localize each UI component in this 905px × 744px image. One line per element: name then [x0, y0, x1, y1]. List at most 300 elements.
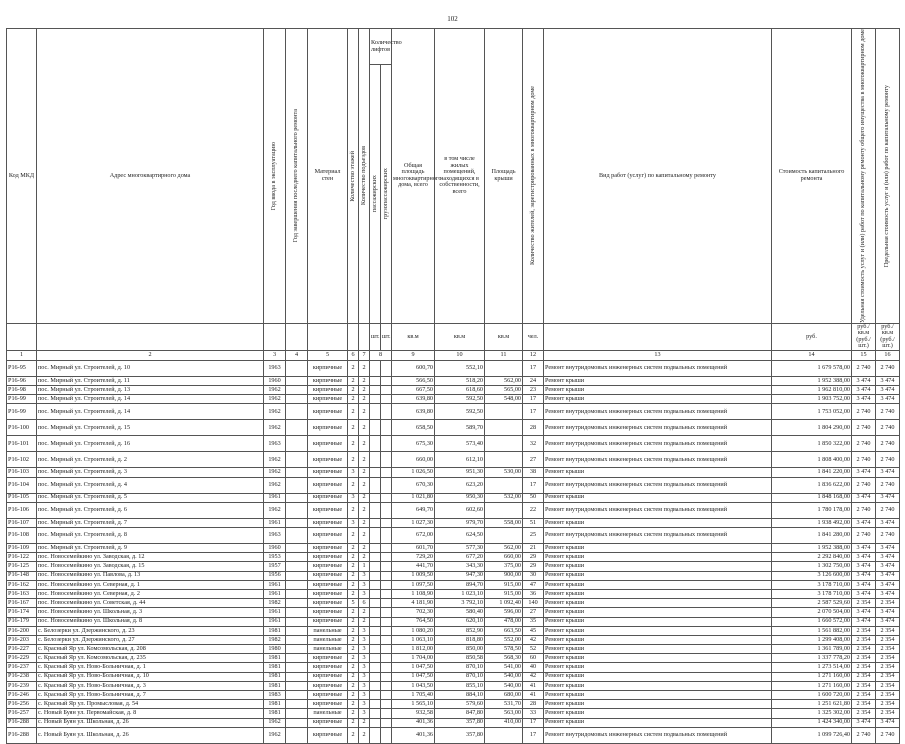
cell-residents: 41 [523, 691, 544, 700]
cell-residential-area: 852,90 [435, 626, 485, 635]
table-row [7, 599, 900, 608]
cell-elevators-pass [370, 645, 381, 654]
cell-year: 1963 [264, 360, 286, 376]
cell-address: с. Красный Яр ул. Промысловая, д. 54 [37, 700, 264, 709]
cell-code: Р16-162 [7, 580, 37, 589]
cell-residential-area: 573,40 [435, 436, 485, 452]
cell-year: 1962 [264, 404, 286, 420]
cell-residents: 17 [523, 360, 544, 376]
cell-residents: 51 [523, 518, 544, 527]
cell-max-cost: 3 474 [876, 553, 900, 562]
unit-people: чел. [523, 323, 544, 350]
cell-code: Р16-125 [7, 562, 37, 571]
cell-code: Р16-96 [7, 376, 37, 385]
cell-floors: 2 [348, 681, 359, 690]
cell-entrances: 2 [359, 518, 370, 527]
cell-max-cost: 2 354 [876, 645, 900, 654]
cell-residential-area: 577,30 [435, 544, 485, 553]
cell-total-area: 1 705,40 [392, 691, 435, 700]
cell-code: Р16-103 [7, 468, 37, 477]
cell-max-cost: 2 354 [876, 599, 900, 608]
cell-total-area: 932,58 [392, 709, 435, 718]
cell-year: 1962 [264, 420, 286, 436]
cell-address: пос. Новосемейкино ул. Заводская, д. 12 [37, 553, 264, 562]
cell-roof-area [485, 436, 523, 452]
column-number: 9 [392, 350, 435, 360]
cell-unit-cost: 3 474 [852, 617, 876, 626]
cell-year-repair [286, 436, 308, 452]
cell-elevators-cargo [381, 360, 392, 376]
cell-code: Р16-100 [7, 420, 37, 436]
cell-code: Р16-179 [7, 617, 37, 626]
cell-code: Р16-99 [7, 404, 37, 420]
cell-roof-area: 663,50 [485, 626, 523, 635]
cell-cost: 1 780 178,00 [772, 502, 852, 518]
cell-cost: 1 679 578,00 [772, 360, 852, 376]
cell-floors: 2 [348, 663, 359, 672]
cell-elevators-cargo [381, 468, 392, 477]
cell-unit-cost: 2 740 [852, 727, 876, 743]
cell-year: 1961 [264, 589, 286, 598]
cell-cost: 1 424 340,00 [772, 718, 852, 727]
cell-address: с. Красный Яр ул. Ново-Больничная, д. 10 [37, 672, 264, 681]
cell-address: с. Красный Яр ул. Ново-Больничная, д. 3 [37, 681, 264, 690]
cell-max-cost: 3 474 [876, 571, 900, 580]
unit-rub-m2-a: руб./кв.м (руб./шт.) [852, 323, 876, 350]
cell-work: Ремонт крыши [544, 468, 772, 477]
cell-total-area: 1 047,50 [392, 672, 435, 681]
cell-work: Ремонт крыши [544, 672, 772, 681]
cell-address: пос. Новосемейкино ул. Школьная, д. 3 [37, 608, 264, 617]
cell-residents: 30 [523, 571, 544, 580]
column-number: 13 [544, 350, 772, 360]
cell-cost: 1 271 160,00 [772, 681, 852, 690]
cell-year: 1961 [264, 580, 286, 589]
cell-total-area: 658,50 [392, 420, 435, 436]
cell-total-area: 1 565,10 [392, 700, 435, 709]
cell-roof-area: 568,30 [485, 654, 523, 663]
cell-work: Ремонт крыши [544, 376, 772, 385]
cell-year-repair [286, 727, 308, 743]
cell-year-repair [286, 681, 308, 690]
cell-work: Ремонт крыши [544, 709, 772, 718]
cell-roof-area: 558,00 [485, 518, 523, 527]
cell-residents: 50 [523, 493, 544, 502]
cell-address: пос. Новосемейкино ул. Северная, д. 2 [37, 589, 264, 598]
cell-work: Ремонт внутридомовых инженерных систем подвальных помещений [544, 436, 772, 452]
cell-total-area: 1 097,50 [392, 580, 435, 589]
cell-residential-area: 612,10 [435, 452, 485, 468]
cell-entrances: 2 [359, 528, 370, 544]
cell-unit-cost: 3 474 [852, 562, 876, 571]
cell-work: Ремонт крыши [544, 718, 772, 727]
cell-residential-area: 623,20 [435, 477, 485, 493]
cell-entrances: 2 [359, 452, 370, 468]
cell-floors: 2 [348, 404, 359, 420]
cell-residential-area: 357,80 [435, 718, 485, 727]
cell-cost: 1 952 388,00 [772, 544, 852, 553]
cell-entrances: 2 [359, 544, 370, 553]
cell-total-area: 1 080,20 [392, 626, 435, 635]
cell-cost: 1 938 492,00 [772, 518, 852, 527]
cell-residential-area: 618,60 [435, 386, 485, 395]
cell-year: 1981 [264, 700, 286, 709]
cell-total-area: 729,20 [392, 553, 435, 562]
cell-work: Ремонт крыши [544, 654, 772, 663]
cell-elevators-pass [370, 376, 381, 385]
cell-unit-cost: 2 354 [852, 709, 876, 718]
column-number: 8 [370, 350, 392, 360]
cell-residents: 27 [523, 608, 544, 617]
cell-material: кирпичные [308, 681, 348, 690]
cell-address: с. Красный Яр ул. Комсомольская, д. 208 [37, 645, 264, 654]
cell-material: панельные [308, 709, 348, 718]
cell-total-area: 1 009,50 [392, 571, 435, 580]
cell-entrances: 2 [359, 718, 370, 727]
cell-elevators-pass [370, 386, 381, 395]
cell-residents: 140 [523, 599, 544, 608]
cell-residential-area: 579,60 [435, 700, 485, 709]
cell-max-cost: 3 474 [876, 589, 900, 598]
header-cost: Стоимость капитального ремонта [772, 29, 852, 324]
cell-cost: 1 600 720,00 [772, 691, 852, 700]
cell-max-cost: 3 474 [876, 608, 900, 617]
cell-elevators-pass [370, 691, 381, 700]
cell-year: 1962 [264, 452, 286, 468]
cell-roof-area: 552,00 [485, 635, 523, 644]
cell-year-repair [286, 691, 308, 700]
cell-unit-cost: 3 474 [852, 580, 876, 589]
cell-material: кирпичные [308, 386, 348, 395]
cell-entrances: 3 [359, 589, 370, 598]
cell-entrances: 2 [359, 493, 370, 502]
cell-max-cost: 2 354 [876, 663, 900, 672]
cell-address: пос. Новосемейкино ул. Павлова, д. 13 [37, 571, 264, 580]
cell-year: 1957 [264, 562, 286, 571]
cell-max-cost: 3 474 [876, 518, 900, 527]
cell-floors: 2 [348, 395, 359, 404]
cell-material: кирпичные [308, 518, 348, 527]
cell-elevators-cargo [381, 691, 392, 700]
column-number: 2 [37, 350, 264, 360]
cell-cost: 1 804 290,00 [772, 420, 852, 436]
table-row [7, 553, 900, 562]
cell-elevators-cargo [381, 553, 392, 562]
cell-address: с. Красный Яр ул. Комсомольская, д. 235 [37, 654, 264, 663]
cell-total-area: 1 812,00 [392, 645, 435, 654]
header-works: Вид работ (услуг) по капитальному ремонту [544, 29, 772, 324]
cell-elevators-pass [370, 571, 381, 580]
cell-unit-cost: 2 354 [852, 626, 876, 635]
cell-year-repair [286, 360, 308, 376]
cell-material: кирпичные [308, 528, 348, 544]
cell-cost: 3 178 710,00 [772, 589, 852, 598]
cell-residents: 17 [523, 477, 544, 493]
cell-code: Р16-200 [7, 626, 37, 635]
cell-residents: 27 [523, 452, 544, 468]
column-number: 16 [876, 350, 900, 360]
cell-max-cost: 2 354 [876, 681, 900, 690]
cell-material: кирпичные [308, 452, 348, 468]
cell-residential-area: 3 792,10 [435, 599, 485, 608]
cell-address: пос. Новосемейкино ул. Школьная, д. 8 [37, 617, 264, 626]
table-row [7, 493, 900, 502]
cell-work: Ремонт внутридомовых инженерных систем подвальных помещений [544, 502, 772, 518]
cell-roof-area: 900,00 [485, 571, 523, 580]
cell-code: Р16-246 [7, 691, 37, 700]
cell-year-repair [286, 477, 308, 493]
cell-roof-area: 410,00 [485, 718, 523, 727]
cell-unit-cost: 2 354 [852, 599, 876, 608]
cell-address: пос. Новосемейкино ул. Северная, д. 1 [37, 580, 264, 589]
cell-max-cost: 3 474 [876, 386, 900, 395]
cell-total-area: 4 181,90 [392, 599, 435, 608]
cell-year-repair [286, 617, 308, 626]
cell-residents: 23 [523, 386, 544, 395]
cell-material: кирпичные [308, 436, 348, 452]
cell-code: Р16-167 [7, 599, 37, 608]
cell-year: 1982 [264, 635, 286, 644]
cell-material: кирпичные [308, 571, 348, 580]
cell-total-area: 601,70 [392, 544, 435, 553]
cell-year-repair [286, 528, 308, 544]
unit-sht2: шт. [381, 323, 392, 350]
cell-roof-area: 532,00 [485, 493, 523, 502]
cell-residential-area: 518,20 [435, 376, 485, 385]
cell-material: кирпичные [308, 727, 348, 743]
cell-year-repair [286, 709, 308, 718]
cell-year-repair [286, 599, 308, 608]
column-number: 11 [485, 350, 523, 360]
cell-address: с. Красный Яр ул. Ново-Больничная, д. 7 [37, 691, 264, 700]
cell-total-area: 1 704,00 [392, 654, 435, 663]
cell-material: кирпичные [308, 608, 348, 617]
cell-address: пос. Мирный ул. Строителей, д. 13 [37, 386, 264, 395]
cell-elevators-cargo [381, 580, 392, 589]
cell-work: Ремонт внутридомовых инженерных систем подвальных помещений [544, 404, 772, 420]
cell-entrances: 3 [359, 691, 370, 700]
cell-work: Ремонт крыши [544, 580, 772, 589]
cell-address: с. Красный Яр ул. Ново-Больничная, д. 1 [37, 663, 264, 672]
cell-cost: 1 099 726,40 [772, 727, 852, 743]
cell-year: 1960 [264, 376, 286, 385]
cell-floors: 2 [348, 420, 359, 436]
cell-code: Р16-229 [7, 654, 37, 663]
cell-cost: 1 952 388,00 [772, 376, 852, 385]
cell-elevators-pass [370, 528, 381, 544]
cell-elevators-cargo [381, 571, 392, 580]
cell-floors: 2 [348, 376, 359, 385]
cell-unit-cost: 2 740 [852, 360, 876, 376]
cell-elevators-pass [370, 562, 381, 571]
cell-max-cost: 3 474 [876, 562, 900, 571]
cell-max-cost: 2 740 [876, 404, 900, 420]
cell-entrances: 1 [359, 562, 370, 571]
column-number: 10 [435, 350, 485, 360]
cell-elevators-pass [370, 654, 381, 663]
cell-work: Ремонт внутридомовых инженерных систем подвальных помещений [544, 420, 772, 436]
cell-cost: 1 848 168,00 [772, 493, 852, 502]
table-row [7, 580, 900, 589]
cell-code: Р16-256 [7, 700, 37, 709]
table-row [7, 528, 900, 544]
cell-address: пос. Мирный ул. Строителей, д. 6 [37, 502, 264, 518]
cell-material: кирпичные [308, 395, 348, 404]
cell-roof-area: 541,00 [485, 663, 523, 672]
cell-unit-cost: 2 740 [852, 404, 876, 420]
cell-entrances: 3 [359, 672, 370, 681]
header-elevators-cargo: грузопассажирских [381, 168, 389, 220]
table-row [7, 700, 900, 709]
cell-roof-area: 548,00 [485, 395, 523, 404]
cell-residential-area: 947,30 [435, 571, 485, 580]
cell-year: 1961 [264, 518, 286, 527]
cell-elevators-cargo [381, 718, 392, 727]
cell-elevators-cargo [381, 502, 392, 518]
cell-address: пос. Мирный ул. Строителей, д. 8 [37, 528, 264, 544]
cell-unit-cost: 3 474 [852, 395, 876, 404]
cell-residential-area: 589,70 [435, 420, 485, 436]
cell-entrances: 2 [359, 376, 370, 385]
cell-entrances: 2 [359, 553, 370, 562]
cell-roof-area: 562,00 [485, 544, 523, 553]
cell-cost: 1 903 752,00 [772, 395, 852, 404]
cell-residents: 17 [523, 404, 544, 420]
cell-material: кирпичные [308, 562, 348, 571]
cell-residents: 35 [523, 617, 544, 626]
cell-unit-cost: 3 474 [852, 493, 876, 502]
cell-cost: 1 271 160,00 [772, 672, 852, 681]
cell-max-cost: 2 354 [876, 700, 900, 709]
cell-work: Ремонт внутридомовых инженерных систем подвальных помещений [544, 360, 772, 376]
cell-max-cost: 3 474 [876, 493, 900, 502]
cell-unit-cost: 3 474 [852, 571, 876, 580]
cell-code: Р16-105 [7, 493, 37, 502]
cell-elevators-cargo [381, 663, 392, 672]
cell-residents: 42 [523, 635, 544, 644]
cell-address: с. Новый Буян ул. Школьная, д. 26 [37, 727, 264, 743]
table-row [7, 360, 900, 376]
cell-code: Р16-122 [7, 553, 37, 562]
cell-entrances: 2 [359, 477, 370, 493]
cell-elevators-cargo [381, 404, 392, 420]
cell-unit-cost: 2 354 [852, 672, 876, 681]
header-address: Адрес многоквартирного дома [37, 29, 264, 324]
cell-max-cost: 2 740 [876, 436, 900, 452]
unit-rub: руб. [772, 323, 852, 350]
cell-max-cost: 3 474 [876, 580, 900, 589]
cell-max-cost: 3 474 [876, 395, 900, 404]
cell-residential-area: 850,00 [435, 645, 485, 654]
cell-floors: 2 [348, 477, 359, 493]
cell-code: Р16-227 [7, 645, 37, 654]
cell-year: 1981 [264, 626, 286, 635]
column-number: 7 [359, 350, 370, 360]
table-row [7, 436, 900, 452]
cell-elevators-pass [370, 553, 381, 562]
cell-elevators-pass [370, 518, 381, 527]
cell-roof-area: 540,00 [485, 681, 523, 690]
cell-unit-cost: 2 740 [852, 477, 876, 493]
cell-elevators-pass [370, 436, 381, 452]
table-row [7, 672, 900, 681]
cell-year: 1962 [264, 718, 286, 727]
cell-elevators-pass [370, 395, 381, 404]
cell-elevators-cargo [381, 518, 392, 527]
cell-elevators-cargo [381, 727, 392, 743]
cell-year: 1962 [264, 502, 286, 518]
cell-material: кирпичные [308, 691, 348, 700]
cell-address: пос. Мирный ул. Строителей, д. 11 [37, 376, 264, 385]
table-row [7, 518, 900, 527]
cell-roof-area [485, 502, 523, 518]
cell-elevators-cargo [381, 681, 392, 690]
cell-floors: 3 [348, 518, 359, 527]
cell-floors: 2 [348, 691, 359, 700]
cell-unit-cost: 2 740 [852, 436, 876, 452]
cell-max-cost: 3 474 [876, 468, 900, 477]
cell-work: Ремонт крыши [544, 635, 772, 644]
cell-material: панельные [308, 645, 348, 654]
cell-total-area: 670,30 [392, 477, 435, 493]
cell-year: 1961 [264, 493, 286, 502]
cell-residents: 32 [523, 436, 544, 452]
cell-residential-area: 677,20 [435, 553, 485, 562]
cell-code: Р16-174 [7, 608, 37, 617]
cell-total-area: 566,50 [392, 376, 435, 385]
cell-elevators-pass [370, 608, 381, 617]
cell-address: пос. Мирный ул. Строителей, д. 9 [37, 544, 264, 553]
column-number: 5 [308, 350, 348, 360]
cell-year: 1962 [264, 468, 286, 477]
cell-year: 1962 [264, 395, 286, 404]
cell-floors: 2 [348, 672, 359, 681]
cell-residents: 17 [523, 395, 544, 404]
cell-unit-cost: 3 474 [852, 553, 876, 562]
cell-entrances: 3 [359, 700, 370, 709]
cell-work: Ремонт крыши [544, 681, 772, 690]
cell-cost: 1 660 572,00 [772, 617, 852, 626]
cell-year: 1983 [264, 691, 286, 700]
cell-entrances: 6 [359, 599, 370, 608]
cell-floors: 2 [348, 436, 359, 452]
cell-work: Ремонт крыши [544, 663, 772, 672]
cell-entrances: 3 [359, 654, 370, 663]
cell-year-repair [286, 580, 308, 589]
cell-roof-area [485, 404, 523, 420]
cell-max-cost: 2 740 [876, 502, 900, 518]
cell-elevators-cargo [381, 654, 392, 663]
cell-year: 1981 [264, 681, 286, 690]
table-row [7, 452, 900, 468]
capital-repair-table [6, 28, 900, 744]
cell-max-cost: 3 474 [876, 718, 900, 727]
cell-unit-cost: 2 354 [852, 663, 876, 672]
cell-residential-area: 950,30 [435, 493, 485, 502]
cell-floors: 2 [348, 571, 359, 580]
cell-unit-cost: 3 474 [852, 589, 876, 598]
cell-floors: 2 [348, 608, 359, 617]
cell-cost: 1 841 220,00 [772, 468, 852, 477]
cell-material: кирпичные [308, 718, 348, 727]
header-year: Год ввода в эксплуатацию [270, 141, 278, 211]
cell-elevators-cargo [381, 635, 392, 644]
cell-work: Ремонт крыши [544, 571, 772, 580]
cell-year: 1962 [264, 386, 286, 395]
cell-year-repair [286, 468, 308, 477]
cell-entrances: 3 [359, 626, 370, 635]
cell-floors: 2 [348, 700, 359, 709]
